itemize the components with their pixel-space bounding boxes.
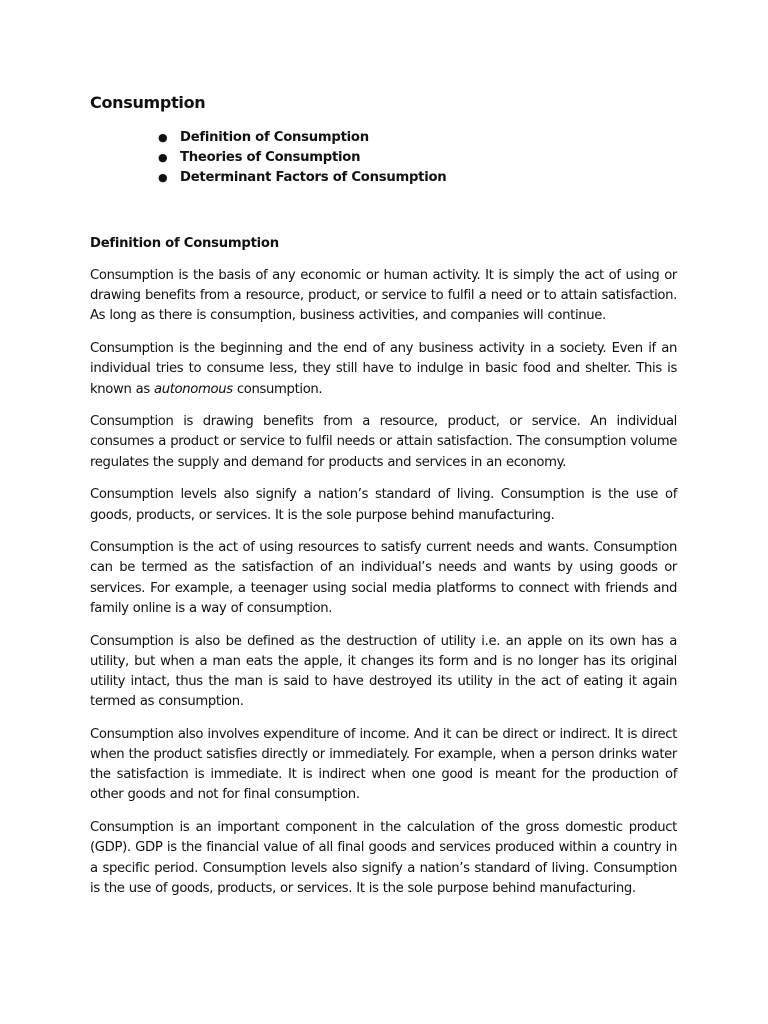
paragraph bbox=[90, 339, 677, 400]
bullet-icon: ● bbox=[158, 131, 168, 144]
toc-item bbox=[158, 148, 677, 168]
toc-item-label: Definition of Consumption bbox=[180, 130, 369, 145]
toc-item bbox=[158, 168, 677, 188]
toc-item-label: Determinant Factors of Consumption bbox=[180, 170, 447, 185]
paragraph-text: Consumption is the beginning and the end of any business activity in a society. Even if an individual tries to consume less, they still have to indulge in basic food and shelter. This is known as bbox=[90, 341, 677, 397]
toc-item-label: Theories of Consumption bbox=[180, 150, 361, 165]
paragraph: Consumption is drawing benefits from a resource, product, or service. An individual consumes a product or service to fulfil needs or attain satisfaction. The consumption volume regulates the supply and demand for products and services in an economy. bbox=[90, 414, 677, 470]
paragraph: Consumption levels also signify a nation’s standard of living. Consumption is the use of goods, products, or services. It is the sole purpose behind manufacturing. bbox=[90, 487, 677, 523]
paragraph: Consumption is the basis of any economic or human activity. It is simply the act of using or drawing benefits from a resource, product, or service to fulfil a need or to attain satisfaction. As long as there is consumption, business activities, and companies will continue. bbox=[90, 268, 677, 324]
emphasis-text: autonomous bbox=[154, 381, 233, 397]
bullet-icon: ● bbox=[158, 151, 168, 164]
paragraph: Consumption is an important component in the calculation of the gross domestic product (GDP). GDP is the financial value of all final goods and services produced within a country in a specific period. Consumption levels also signify a nation’s standard of living. Consumption is the use of goods, products, or services. It is the sole purpose behind manufacturing. bbox=[90, 820, 677, 896]
paragraph-text: consumption. bbox=[232, 381, 323, 397]
table-of-contents bbox=[90, 128, 677, 188]
bullet-icon: ● bbox=[158, 171, 168, 184]
paragraph: Consumption is the act of using resources to satisfy current needs and wants. Consumption can be termed as the satisfaction of an individual’s needs and wants by using goods or services. For example, a teenager using social media platforms to connect with friends and family online is a way of consumption. bbox=[90, 540, 677, 616]
paragraph: Consumption also involves expenditure of income. And it can be direct or indirect. It is direct when the product satisfies directly or immediately. For example, when a person drinks water the satisfaction is immediate. It is indirect when one good is meant for the production of other goods and not for final consumption. bbox=[90, 726, 677, 803]
document-title: Consumption bbox=[90, 93, 206, 112]
section-heading: Definition of Consumption bbox=[90, 236, 279, 251]
paragraph: Consumption is also be defined as the destruction of utility i.e. an apple on its own has a utility, but when a man eats the apple, it changes its form and is no longer has its original utility intact, thus the man is said to have destroyed its utility in the act of eating it again termed as consumption. bbox=[90, 633, 677, 710]
document-page bbox=[90, 92, 677, 911]
toc-item bbox=[158, 128, 677, 148]
